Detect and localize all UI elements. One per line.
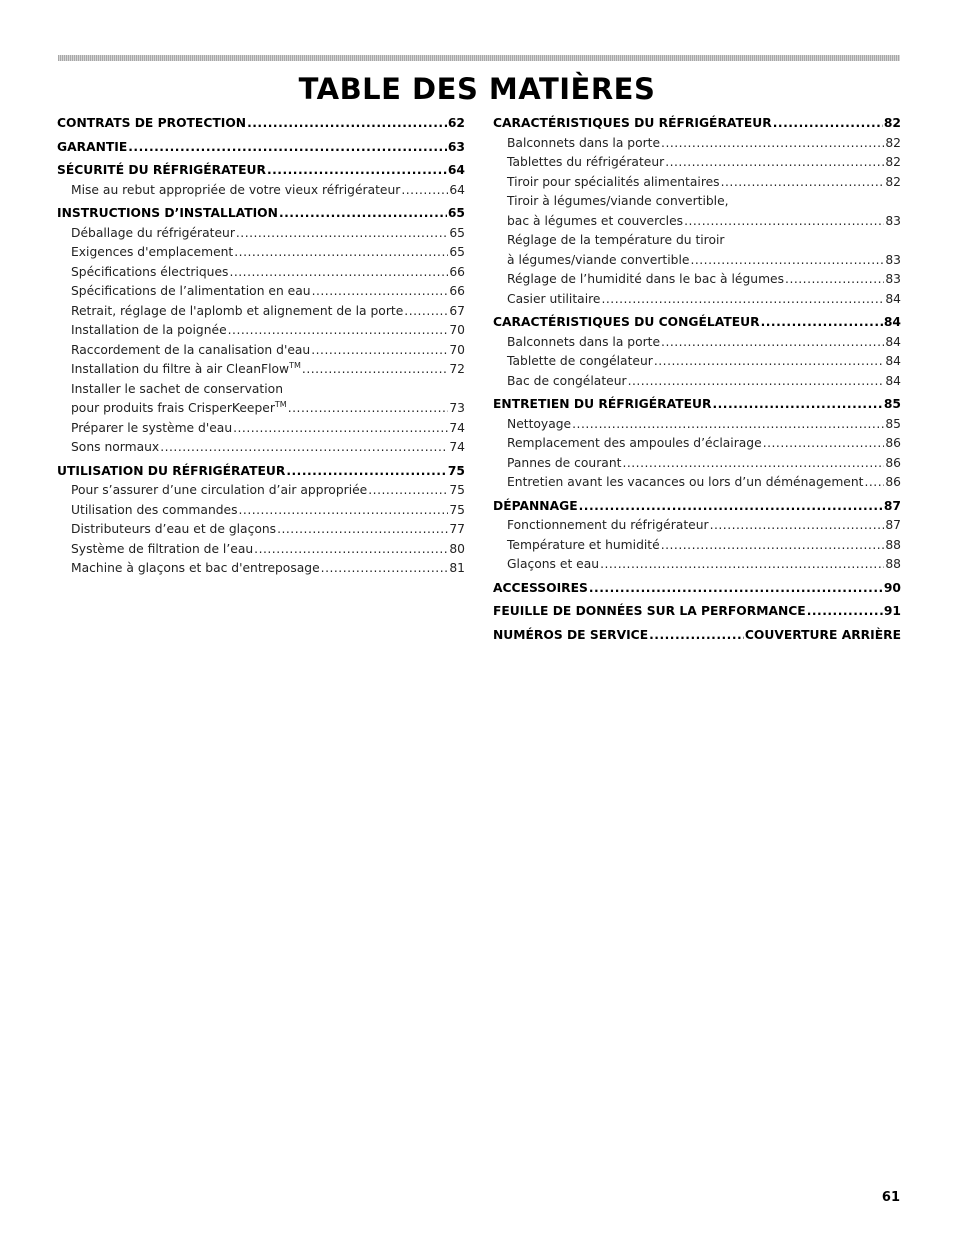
leader-dots	[247, 114, 447, 134]
toc-item[interactable]: Fonctionnement du réfrigérateur ..... 87	[493, 516, 901, 536]
toc-item[interactable]: Installation de la poignée ..... 70	[57, 321, 465, 341]
leader-dots	[279, 204, 447, 224]
leader-dots	[404, 302, 448, 322]
toc-item[interactable]: Pour s’assurer d’une circulation d’air appropriée ..... 75	[57, 481, 465, 501]
toc-section-feuille-performance[interactable]: FEUILLE DE DONNÉES SUR LA PERFORMANCE ..... 91	[493, 602, 901, 622]
leader-dots	[368, 481, 448, 501]
toc-item-continued[interactable]: Tiroir à légumes/viande convertible,	[507, 194, 729, 208]
toc-section-securite[interactable]: SÉCURITÉ DU RÉFRIGÉRATEUR ..... 64	[57, 161, 465, 181]
leader-dots	[785, 270, 884, 290]
leader-dots	[234, 243, 448, 263]
toc-section-entretien[interactable]: ENTRETIEN DU RÉFRIGÉRATEUR ..... 85	[493, 395, 901, 415]
leader-dots	[684, 212, 884, 232]
toc-item[interactable]: Machine à glaçons et bac d'entreposage ..... 81	[57, 559, 465, 579]
toc-right-column	[493, 114, 901, 645]
toc-section-caracteristiques-refrigerateur[interactable]: CARACTÉRISTIQUES DU RÉFRIGÉRATEUR ..... 82	[493, 114, 901, 134]
toc-item[interactable]: à légumes/viande convertible ..... 83	[493, 251, 901, 271]
toc-section-accessoires[interactable]: ACCESSOIRES ..... 90	[493, 579, 901, 599]
leader-dots	[236, 224, 448, 244]
toc-item[interactable]: Utilisation des commandes ..... 75	[57, 501, 465, 521]
toc-item[interactable]: pour produits frais CrisperKeeper™ ..... 73	[57, 399, 465, 419]
toc-section-numeros-service[interactable]: NUMÉROS DE SERVICE ..... COUVERTURE ARRIÈRE	[493, 626, 901, 646]
toc-item-continued[interactable]: Réglage de la température du tiroir	[507, 233, 725, 247]
leader-dots	[239, 501, 449, 521]
toc-item[interactable]: Casier utilitaire ..... 84	[493, 290, 901, 310]
toc-item[interactable]: Exigences d'emplacement ..... 65	[57, 243, 465, 263]
toc-item[interactable]: Nettoyage ..... 85	[493, 415, 901, 435]
page-title: TABLE DES MATIÈRES	[298, 72, 656, 106]
leader-dots	[654, 352, 885, 372]
leader-dots	[160, 438, 448, 458]
leader-dots	[228, 321, 449, 341]
toc-item[interactable]: Remplacement des ampoules d’éclairage ..... 86	[493, 434, 901, 454]
toc-item[interactable]: Spécifications de l’alimentation en eau ..... 66	[57, 282, 465, 302]
leader-dots	[229, 263, 448, 283]
leader-dots	[807, 602, 883, 622]
leader-dots	[661, 333, 884, 353]
leader-dots	[622, 454, 884, 474]
leader-dots	[600, 555, 884, 575]
leader-dots	[302, 360, 448, 380]
toc-section-installation[interactable]: INSTRUCTIONS D’INSTALLATION ..... 65	[57, 204, 465, 224]
leader-dots	[579, 497, 883, 517]
toc-item[interactable]: Retrait, réglage de l'aplomb et alignement de la porte ..... 67	[57, 302, 465, 322]
leader-dots	[864, 473, 884, 493]
toc-item[interactable]: Réglage de l’humidité dans le bac à légumes ..... 83	[493, 270, 901, 290]
toc-item-continued[interactable]: Installer le sachet de conservation	[71, 381, 283, 396]
header-rule	[58, 55, 900, 61]
toc-item[interactable]: bac à légumes et couvercles ..... 83	[493, 212, 901, 232]
toc-item[interactable]: Bac de congélateur ..... 84	[493, 372, 901, 392]
leader-dots	[312, 282, 449, 302]
toc-section-utilisation[interactable]: UTILISATION DU RÉFRIGÉRATEUR ..... 75	[57, 462, 465, 482]
leader-dots	[773, 114, 883, 134]
leader-dots	[761, 313, 883, 333]
toc-item[interactable]: Sons normaux ..... 74	[57, 438, 465, 458]
toc-section-caracteristiques-congelateur[interactable]: CARACTÉRISTIQUES DU CONGÉLATEUR ..... 84	[493, 313, 901, 333]
leader-dots	[710, 516, 885, 536]
leader-dots	[661, 134, 884, 154]
leader-dots	[589, 579, 883, 599]
toc-item[interactable]: Tablettes du réfrigérateur ..... 82	[493, 153, 901, 173]
leader-dots	[763, 434, 885, 454]
toc-item[interactable]: Spécifications électriques ..... 66	[57, 263, 465, 283]
leader-dots	[649, 626, 744, 646]
toc-item[interactable]: Distributeurs d’eau et de glaçons ..... 77	[57, 520, 465, 540]
leader-dots	[661, 536, 885, 556]
leader-dots	[311, 341, 448, 361]
toc-item[interactable]: Pannes de courant ..... 86	[493, 454, 901, 474]
toc-item[interactable]: Glaçons et eau ..... 88	[493, 555, 901, 575]
toc-section-depannage[interactable]: DÉPANNAGE ..... 87	[493, 497, 901, 517]
toc-item[interactable]: Balconnets dans la porte ..... 84	[493, 333, 901, 353]
leader-dots	[233, 419, 448, 439]
toc-section-garantie[interactable]: GARANTIE ..... 63	[57, 138, 465, 158]
toc-item[interactable]: Mise au rebut appropriée de votre vieux réfrigérateur ..... 64	[57, 181, 465, 201]
toc-item[interactable]: Entretien avant les vacances ou lors d’un déménagement ..... 86	[493, 473, 901, 493]
leader-dots	[628, 372, 885, 392]
toc-item[interactable]: Tiroir pour spécialités alimentaires ..... 82	[493, 173, 901, 193]
leader-dots	[267, 161, 447, 181]
toc-item[interactable]: Raccordement de la canalisation d'eau ..... 70	[57, 341, 465, 361]
toc-item[interactable]: Installation du filtre à air CleanFlow™ ..... 72	[57, 360, 465, 380]
leader-dots	[572, 415, 884, 435]
leader-dots	[288, 399, 449, 419]
toc-item[interactable]: Balconnets dans la porte ..... 82	[493, 134, 901, 154]
page-number: 61	[881, 1190, 900, 1205]
leader-dots	[665, 153, 884, 173]
leader-dots	[254, 540, 448, 560]
toc-item[interactable]: Préparer le système d'eau ..... 74	[57, 419, 465, 439]
leader-dots	[286, 462, 447, 482]
toc-item[interactable]: Température et humidité ..... 88	[493, 536, 901, 556]
leader-dots	[277, 520, 448, 540]
leader-dots	[690, 251, 884, 271]
leader-dots	[128, 138, 447, 158]
toc-item[interactable]: Tablette de congélateur ..... 84	[493, 352, 901, 372]
leader-dots	[601, 290, 884, 310]
toc-item[interactable]: Déballage du réfrigérateur ..... 65	[57, 224, 465, 244]
toc-item[interactable]: Système de filtration de l’eau ..... 80	[57, 540, 465, 560]
toc-left-column	[57, 114, 465, 579]
leader-dots	[721, 173, 885, 193]
leader-dots	[712, 395, 882, 415]
leader-dots	[321, 559, 449, 579]
leader-dots	[401, 181, 448, 201]
toc-section-contrats[interactable]: CONTRATS DE PROTECTION ..... 62	[57, 114, 465, 134]
